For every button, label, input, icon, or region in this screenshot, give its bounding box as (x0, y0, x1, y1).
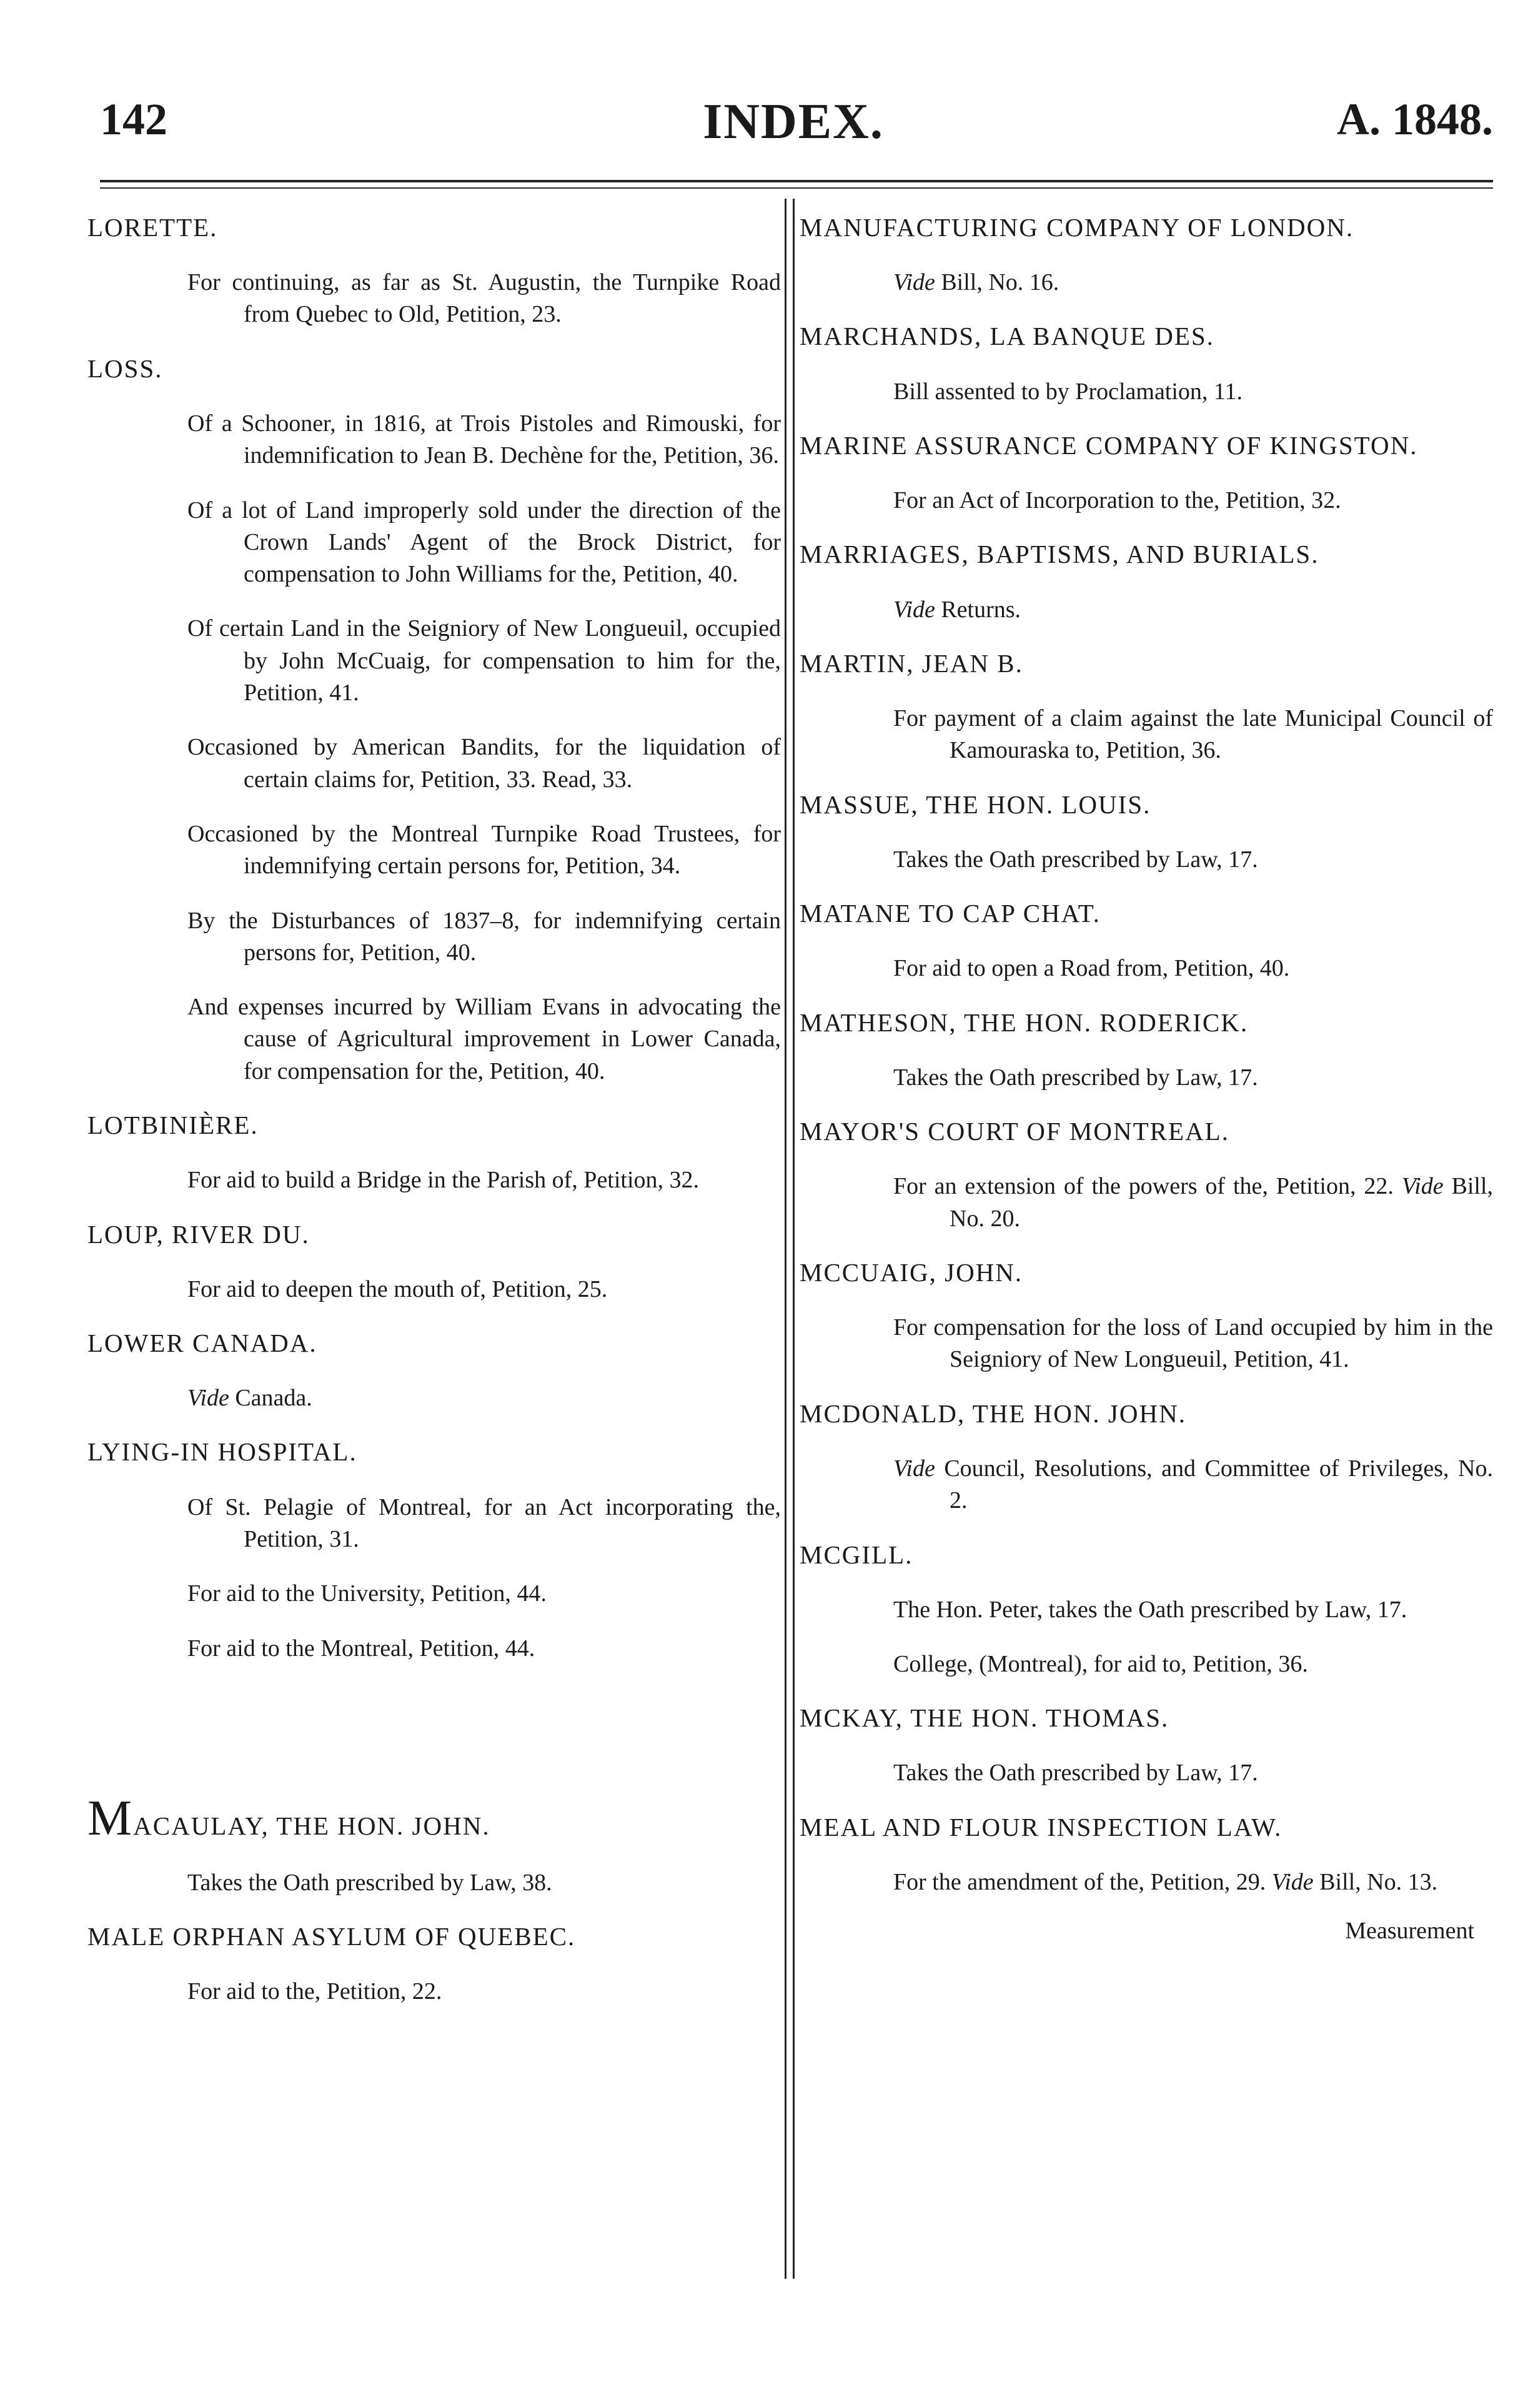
entry-subentry: Of certain Land in the Seigniory of New Longueuil, occupied by John McCuaig, for compensation to him for the, Petition, 41. (187, 615, 781, 706)
entry-heading: LOWER CANADA. (87, 1328, 317, 1357)
entry-subentry: Bill assented to by Proclamation, 11. (893, 378, 1243, 405)
entry-heading: MATANE TO CAP CHAT. (800, 899, 1101, 928)
entry-subentry: Takes the Oath prescribed by Law, 17. (893, 846, 1258, 873)
entry-subentry: And expenses incurred by William Evans in advocating the cause of Agricultural improvement in Lower Canada, for compensation for the, Petition, 40. (187, 994, 781, 1084)
index-entry (800, 321, 1493, 407)
entry-heading: MARCHANDS, LA BANQUE DES. (800, 322, 1214, 351)
entry-subentry: Of St. Pelagie of Montreal, for an Act incorporating the, Petition, 31. (187, 1494, 781, 1552)
vide-reference: Bill, No. 20. (950, 1173, 1493, 1232)
index-entry (800, 1703, 1493, 1789)
vide-word: Vide (1401, 1173, 1444, 1200)
entry-subentry: Of a Schooner, in 1816, at Trois Pistoles and Rimouski, for indemnification to Jean B. Dechène for the, Petition, 36. (187, 410, 781, 469)
index-entry (800, 1540, 1493, 1681)
subentry-text: For an extension of the powers of the, Petition, 22. (893, 1173, 1394, 1200)
index-entry (87, 1110, 781, 1196)
entry-heading: LOTBINIÈRE. (87, 1111, 259, 1140)
index-entry (87, 1921, 781, 2008)
entry-subentry (800, 1866, 1493, 1898)
index-entry (800, 898, 1493, 984)
index-entry (800, 1812, 1493, 1898)
index-entry (800, 212, 1493, 299)
vide-word: Vide (1271, 1868, 1314, 1895)
entry-heading: MCDONALD, THE HON. JOHN. (800, 1399, 1186, 1428)
entry-subentry: Occasioned by the Montreal Turnpike Road Trustees, for indemnifying certain persons for, Petition, 34. (187, 820, 781, 879)
entry-heading: LOUP, RIVER DU. (87, 1219, 310, 1249)
vide-reference: Council, Resolutions, and Committee of Privileges, No. 2. (935, 1455, 1493, 1514)
index-entry (87, 1219, 781, 1306)
entry-subentry: For aid to build a Bridge in the Parish of, Petition, 32. (187, 1167, 700, 1194)
entry-subentry: The Hon. Peter, takes the Oath prescribed by Law, 17. (893, 1596, 1407, 1623)
section-gap (87, 1687, 781, 1793)
vide-reference: Returns. (935, 596, 1021, 623)
entry-heading: MATHESON, THE HON. RODERICK. (800, 1008, 1249, 1037)
entry-subentry: For compensation for the loss of Land occupied by him in the Seigniory of New Longueuil, Petition, 41. (893, 1314, 1493, 1373)
page-year: A. 1848. (1337, 94, 1493, 144)
vide-word: Vide (893, 596, 935, 623)
page-title: INDEX. (703, 94, 884, 149)
index-entry (87, 1437, 781, 1664)
entry-subentry (800, 594, 1493, 626)
entry-subentry (87, 1382, 781, 1414)
entry-heading: LORETTE. (87, 213, 218, 242)
entry-subentry: For aid to the Montreal, Petition, 44. (187, 1635, 535, 1662)
vide-word: Vide (893, 269, 935, 296)
vide-reference: Bill, No. 16. (935, 269, 1059, 296)
entry-subentry (800, 267, 1493, 299)
page-number: 142 (100, 94, 167, 144)
vide-word: Vide (893, 1455, 935, 1482)
entry-heading: MANUFACTURING COMPANY OF LONDON. (800, 213, 1354, 242)
index-entry (800, 1116, 1493, 1235)
entry-subentry: For aid to open a Road from, Petition, 40. (893, 955, 1290, 982)
index-entry (87, 1328, 781, 1414)
index-entry (800, 1399, 1493, 1517)
header-rule (100, 180, 1493, 182)
section-initial: M (87, 1790, 134, 1846)
index-entry (800, 539, 1493, 625)
entry-subentry (800, 1453, 1493, 1517)
index-entry (87, 212, 781, 331)
entry-subentry: College, (Montreal), for aid to, Petition, 36. (893, 1651, 1308, 1677)
entry-subentry: For aid to deepen the mouth of, Petition, 25. (187, 1276, 608, 1302)
entry-heading: MASSUE, THE HON. LOUIS. (800, 790, 1151, 819)
entry-subentry: Takes the Oath prescribed by Law, 17. (893, 1064, 1258, 1091)
entry-heading: MARRIAGES, BAPTISMS, AND BURIALS. (800, 540, 1319, 569)
index-entry (800, 790, 1493, 876)
index-entry (800, 430, 1493, 517)
entry-heading: LYING-IN HOSPITAL. (87, 1437, 357, 1467)
index-entry (87, 354, 781, 1088)
entry-heading: MCGILL. (800, 1540, 913, 1569)
entry-subentry: For an Act of Incorporation to the, Petition, 32. (893, 487, 1341, 514)
column-divider (785, 199, 795, 2279)
subentry-text: For the amendment of the, Petition, 29. (893, 1868, 1272, 1895)
left-column (87, 212, 781, 2031)
vide-reference: Bill, No. 13. (1313, 1868, 1438, 1895)
entry-subentry: For payment of a claim against the late Municipal Council of Kamouraska to, Petition, 36. (893, 705, 1493, 764)
heading-rest: ACAULAY, THE HON. JOHN. (133, 1811, 490, 1840)
index-entry (800, 1008, 1493, 1094)
entry-heading: MCKAY, THE HON. THOMAS. (800, 1703, 1169, 1733)
entry-subentry: Occasioned by American Bandits, for the liquidation of certain claims for, Petition, 33. Read, 33. (187, 734, 781, 793)
index-entry (800, 1257, 1493, 1376)
index-entry (87, 1790, 781, 1899)
entry-heading: MARINE ASSURANCE COMPANY OF KINGSTON. (800, 430, 1418, 460)
entry-heading: MARTIN, JEAN B. (800, 648, 1023, 678)
entry-subentry (800, 1171, 1493, 1235)
entry-subentry: Takes the Oath prescribed by Law, 17. (893, 1760, 1258, 1786)
entry-subentry: For continuing, as far as St. Augustin, the Turnpike Road from Quebec to Old, Petition, 23. (187, 269, 781, 328)
entry-heading: MALE ORPHAN ASYLUM OF QUEBEC. (87, 1922, 576, 1951)
entry-subentry: For aid to the University, Petition, 44. (187, 1580, 547, 1607)
header-rule-thin (100, 187, 1493, 189)
right-column (800, 212, 1493, 1945)
entry-heading: MAYOR'S COURT OF MONTREAL. (800, 1117, 1229, 1146)
entry-heading: MCCUAIG, JOHN. (800, 1257, 1023, 1287)
catchword: Measurement (1345, 1918, 1474, 1945)
vide-reference: Canada. (229, 1385, 312, 1412)
entry-subentry: By the Disturbances of 1837–8, for indemnifying certain persons for, Petition, 40. (187, 907, 781, 966)
index-entry (800, 648, 1493, 767)
page-header (94, 94, 1493, 162)
entry-subentry: Takes the Oath prescribed by Law, 38. (187, 1869, 552, 1896)
entry-heading: MEAL AND FLOUR INSPECTION LAW. (800, 1812, 1282, 1841)
vide-word: Vide (187, 1385, 229, 1412)
entry-heading: LOSS. (87, 354, 163, 383)
entry-heading (87, 1790, 781, 1846)
entry-subentry: Of a lot of Land improperly sold under the direction of the Crown Lands' Agent of the Brock District, for compensation to John Williams for the, Petition, 40. (187, 497, 781, 588)
entry-subentry: For aid to the, Petition, 22. (187, 1978, 442, 2005)
